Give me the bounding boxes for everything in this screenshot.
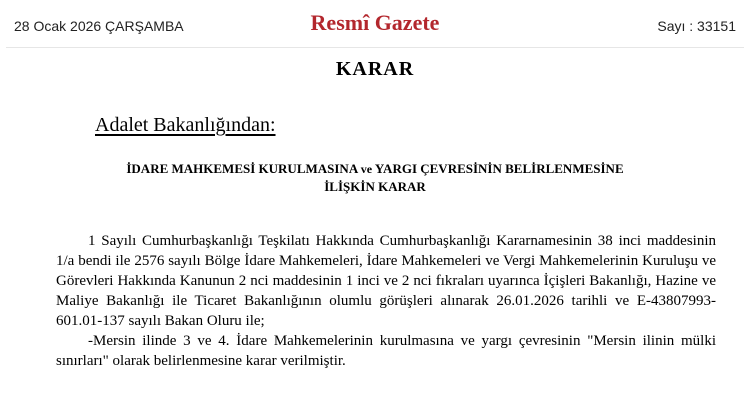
decision-title xyxy=(0,160,750,196)
gazette-title: Resmî Gazete xyxy=(310,10,440,35)
decision-title-part-2: YARGI ÇEVRESİNİN BELİRLENMESİNE xyxy=(374,161,624,176)
decision-title-part-1: İDARE MAHKEMESİ KURULMASINA xyxy=(126,161,358,176)
issue-number: Sayı : 33151 xyxy=(657,18,736,34)
decision-title-conjunction: ve xyxy=(360,162,373,176)
header-divider xyxy=(6,47,744,48)
document-type: KARAR xyxy=(335,58,415,80)
body-paragraph-1: 1 Sayılı Cumhurbaşkanlığı Teşkilatı Hakkında Cumhurbaşkanlığı Kararnamesinin 38 inci maddesinin 1/a bendi ile 2576 sayılı Bölge İdare Mahkemeleri, İdare Mahkemeleri ve Vergi Mahkemelerinin Kuruluşu ve Görevleri Hakkında Kanunun 2 nci maddesinin 1 inci ve 2 nci fıkraları uyarınca İçişleri Bakanlığı, Hazine ve Maliye Bakanlığı ile Ticaret Bakanlığının olumlu görüşleri alınarak 26.01.2026 tarihli ve E-43807993-601.01-137 sayılı Bakan Oluru ile; xyxy=(56,233,716,329)
publication-date: 28 Ocak 2026 ÇARŞAMBA xyxy=(14,18,184,34)
decision-title-line-1 xyxy=(0,160,750,178)
decision-body xyxy=(56,231,716,371)
gazette-header xyxy=(0,0,750,50)
decision-title-line-2: İLİŞKİN KARAR xyxy=(324,179,426,194)
ministry-heading: Adalet Bakanlığından: xyxy=(95,114,276,136)
body-paragraph-2: -Mersin ilinde 3 ve 4. İdare Mahkemelerinin kurulmasına ve yargı çevresinin "Mersin ilinin mülki sınırları" olarak belirlenmesine karar verilmiştir. xyxy=(56,333,716,369)
